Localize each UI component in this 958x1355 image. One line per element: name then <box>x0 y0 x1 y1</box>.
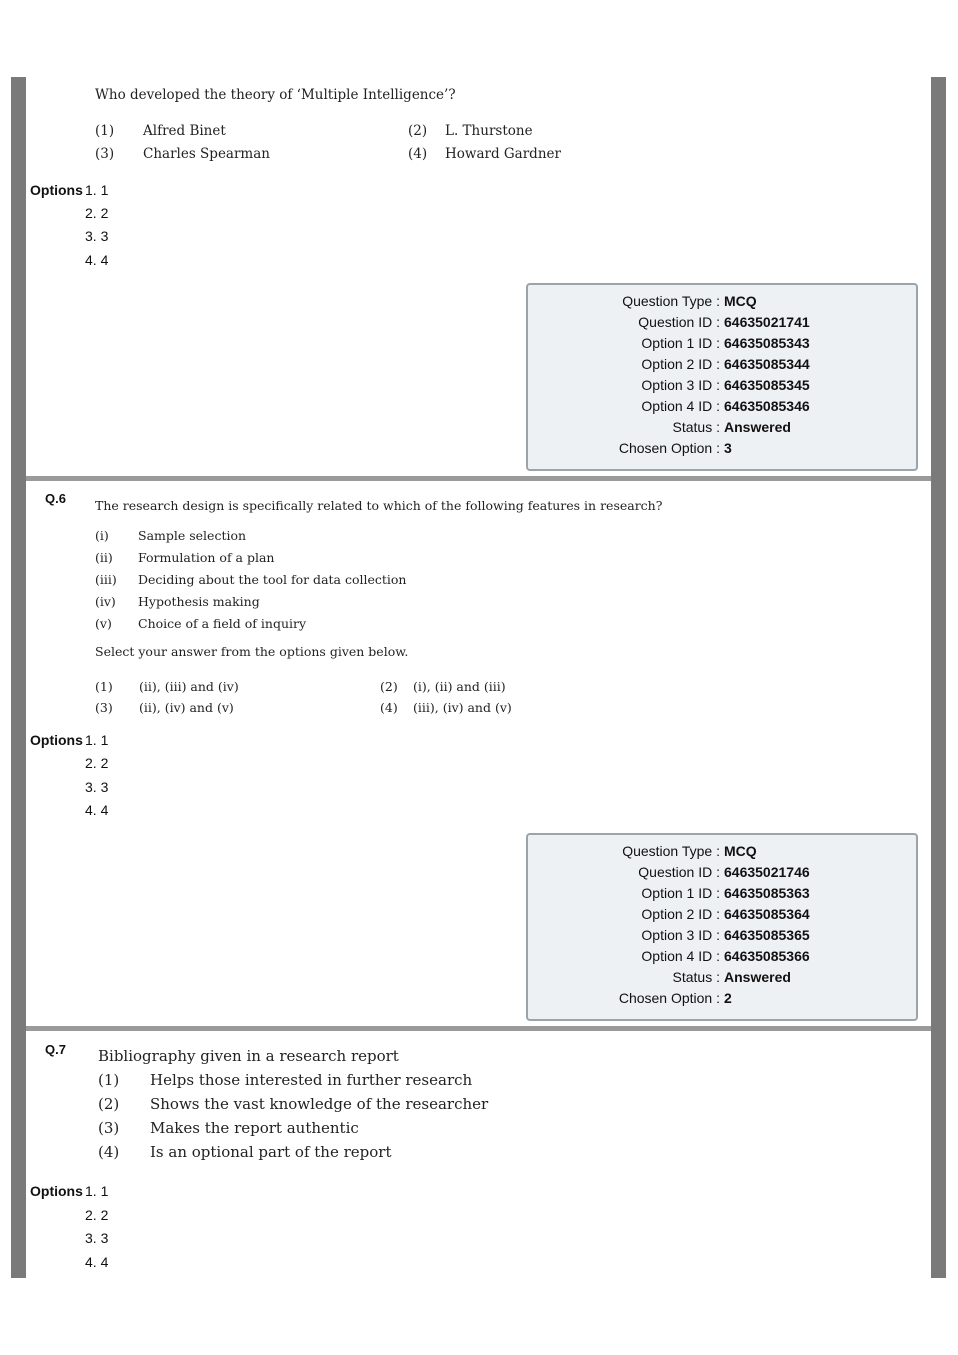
info-label: Option 3 ID : <box>641 377 720 393</box>
choice-text: Alfred Binet <box>143 123 226 139</box>
choice-text: Shows the vast knowledge of the researcher <box>150 1095 489 1113</box>
option1-id-value: 64635085343 <box>724 335 810 351</box>
info-label: Option 1 ID : <box>641 885 720 901</box>
choice-number: (3) <box>95 146 115 162</box>
info-label: Chosen Option : <box>618 440 720 456</box>
status-value: Answered <box>724 969 791 985</box>
info-label: Option 1 ID : <box>641 335 720 351</box>
option-line: 4. 4 <box>85 1254 109 1270</box>
choice-text: Howard Gardner <box>445 146 561 162</box>
answer-instruction: Select your answer from the options given below. <box>95 644 409 659</box>
question-id-value: 64635021746 <box>724 864 810 880</box>
option4-id-value: 64635085366 <box>724 948 810 964</box>
feature-number: (ii) <box>95 550 113 565</box>
choice-text: L. Thurstone <box>445 123 533 139</box>
info-label: Option 2 ID : <box>641 906 720 922</box>
choice-number: (3) <box>98 1119 120 1137</box>
info-label: Option 2 ID : <box>641 356 720 372</box>
info-label: Status : <box>672 419 720 435</box>
info-label: Status : <box>672 969 720 985</box>
question-text: The research design is specifically related to which of the following features in research? <box>95 498 663 513</box>
choice-number: (1) <box>95 123 115 139</box>
info-label: Option 3 ID : <box>641 927 720 943</box>
info-label: Question Type : <box>622 843 720 859</box>
status-value: Answered <box>724 419 791 435</box>
option-line: 3. 3 <box>85 1230 109 1246</box>
option3-id-value: 64635085345 <box>724 377 810 393</box>
info-label: Chosen Option : <box>618 990 720 1006</box>
question-info-box <box>526 833 918 1021</box>
feature-text: Deciding about the tool for data collection <box>138 572 407 587</box>
right-border <box>931 77 946 1278</box>
question-type-value: MCQ <box>724 843 757 859</box>
option-line: 2. 2 <box>85 1207 109 1223</box>
feature-text: Sample selection <box>138 528 247 543</box>
choice-number: (2) <box>408 123 428 139</box>
options-label: Options <box>30 732 83 748</box>
option-line: 4. 4 <box>85 252 109 268</box>
choice-number: (4) <box>380 700 398 715</box>
options-label: Options <box>30 1183 83 1199</box>
feature-number: (v) <box>95 616 112 631</box>
option-line: 3. 3 <box>85 228 109 244</box>
option3-id-value: 64635085365 <box>724 927 810 943</box>
choice-text: Helps those interested in further research <box>150 1071 473 1089</box>
option-line: 3. 3 <box>85 779 109 795</box>
info-label: Question ID : <box>638 864 720 880</box>
feature-number: (iii) <box>95 572 117 587</box>
option-line: 4. 4 <box>85 802 109 818</box>
question-info-box <box>526 283 918 471</box>
feature-text: Hypothesis making <box>138 594 260 609</box>
chosen-option-value: 2 <box>724 990 732 1006</box>
choice-text: (iii), (iv) and (v) <box>413 700 512 715</box>
choice-text: (i), (ii) and (iii) <box>413 679 506 694</box>
option-line: 1. 1 <box>85 732 109 748</box>
choice-number: (4) <box>98 1143 120 1161</box>
question-text: Who developed the theory of ‘Multiple Intelligence’? <box>95 87 456 103</box>
option4-id-value: 64635085346 <box>724 398 810 414</box>
question-separator <box>26 1026 931 1031</box>
option-line: 1. 1 <box>85 182 109 198</box>
choice-text: Charles Spearman <box>143 146 270 162</box>
feature-number: (iv) <box>95 594 116 609</box>
choice-number: (1) <box>95 679 113 694</box>
option2-id-value: 64635085344 <box>724 356 810 372</box>
choice-text: Is an optional part of the report <box>150 1143 392 1161</box>
option-line: 2. 2 <box>85 205 109 221</box>
question-id-value: 64635021741 <box>724 314 810 330</box>
info-label: Option 4 ID : <box>641 398 720 414</box>
feature-text: Formulation of a plan <box>138 550 275 565</box>
option1-id-value: 64635085363 <box>724 885 810 901</box>
option-line: 2. 2 <box>85 755 109 771</box>
choice-number: (4) <box>408 146 428 162</box>
question-text: Bibliography given in a research report <box>98 1047 399 1065</box>
choice-text: (ii), (iii) and (iv) <box>139 679 239 694</box>
info-label: Option 4 ID : <box>641 948 720 964</box>
choice-text: Makes the report authentic <box>150 1119 359 1137</box>
feature-text: Choice of a field of inquiry <box>138 616 307 631</box>
choice-number: (2) <box>98 1095 120 1113</box>
options-label: Options <box>30 182 83 198</box>
chosen-option-value: 3 <box>724 440 732 456</box>
answer-sheet-page <box>11 77 946 1278</box>
question-number: Q.6 <box>45 491 66 506</box>
feature-number: (i) <box>95 528 109 543</box>
info-label: Question ID : <box>638 314 720 330</box>
option2-id-value: 64635085364 <box>724 906 810 922</box>
choice-number: (2) <box>380 679 398 694</box>
choice-number: (3) <box>95 700 113 715</box>
question-separator <box>26 476 931 481</box>
choice-text: (ii), (iv) and (v) <box>139 700 234 715</box>
question-number: Q.7 <box>45 1042 66 1057</box>
option-line: 1. 1 <box>85 1183 109 1199</box>
left-border <box>11 77 26 1278</box>
question-type-value: MCQ <box>724 293 757 309</box>
choice-number: (1) <box>98 1071 120 1089</box>
info-label: Question Type : <box>622 293 720 309</box>
